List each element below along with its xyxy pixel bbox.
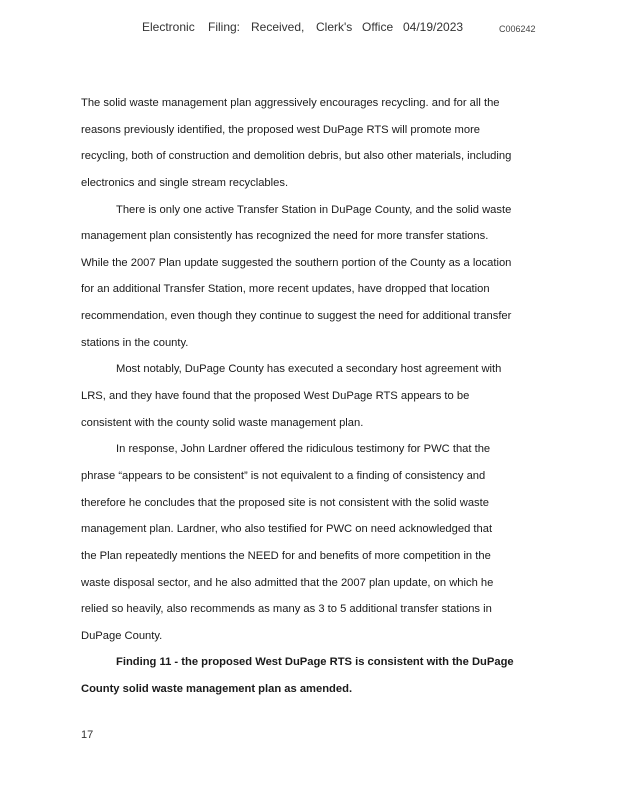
text-line: LRS, and they have found that the proposed West DuPage RTS appears to be — [81, 390, 470, 403]
paragraph-host-agreement — [81, 356, 536, 436]
text-line: There is only one active Transfer Station in DuPage County, and the solid waste — [116, 203, 512, 216]
text-line: waste disposal sector, and he also admitted that the 2007 plan update, on which he — [81, 576, 494, 589]
header-word-clerks: Clerk's — [316, 20, 353, 34]
text-line: While the 2007 Plan update suggested the southern portion of the County as a location — [81, 256, 512, 269]
paragraph-transfer-station — [81, 197, 536, 357]
paragraph-lardner-testimony — [81, 436, 536, 649]
text-line: relied so heavily, also recommends as many as 3 to 5 additional transfer stations in — [81, 603, 492, 616]
text-line: The solid waste management plan aggressively encourages recycling. and for all the — [81, 97, 500, 109]
header-word-electronic: Electronic — [142, 20, 195, 34]
header-word-filing: Filing: — [208, 20, 241, 34]
text-line: reasons previously identified, the proposed west DuPage RTS will promote more — [81, 123, 481, 136]
text-line: consistent with the county solid waste management plan. — [81, 416, 364, 429]
text-line: management plan consistently has recognized the need for more transfer stations. — [81, 230, 489, 243]
finding-line: Finding 11 - the proposed West DuPage RTS is consistent with the DuPage — [116, 656, 514, 669]
finding-line: County solid waste management plan as amended. — [81, 683, 353, 696]
text-line: recommendation, even though they continue to suggest the need for additional transfer — [81, 310, 512, 323]
finding-11 — [81, 649, 536, 702]
text-line: DuPage County. — [81, 629, 163, 642]
header-date: 04/19/2023 — [403, 20, 464, 34]
text-line: therefore he concludes that the proposed site is not consistent with the solid waste — [81, 496, 489, 509]
text-line: for an additional Transfer Station, more recent updates, have dropped that location — [81, 283, 490, 296]
text-line: management plan. Lardner, who also testified for PWC on need acknowledged that — [81, 523, 493, 536]
text-line: In response, John Lardner offered the ridiculous testimony for PWC that the — [116, 443, 491, 456]
text-line: stations in the county. — [81, 336, 189, 349]
text-line: the Plan repeatedly mentions the NEED for and benefits of more competition in the — [81, 549, 491, 562]
text-line: recycling, both of construction and demolition debris, but also other materials, including — [81, 150, 512, 163]
text-line: phrase “appears to be consistent” is not equivalent to a finding of consistency and — [81, 469, 486, 482]
page-number: 17 — [81, 729, 94, 741]
header-word-received: Received, — [251, 20, 305, 34]
body-text — [81, 90, 536, 703]
header-word-office: Office — [362, 20, 394, 34]
text-line: electronics and single stream recyclables. — [81, 176, 289, 189]
paragraph-recycling — [81, 90, 536, 197]
text-line: Most notably, DuPage County has executed a secondary host agreement with — [116, 363, 502, 376]
document-id: C006242 — [499, 24, 536, 34]
